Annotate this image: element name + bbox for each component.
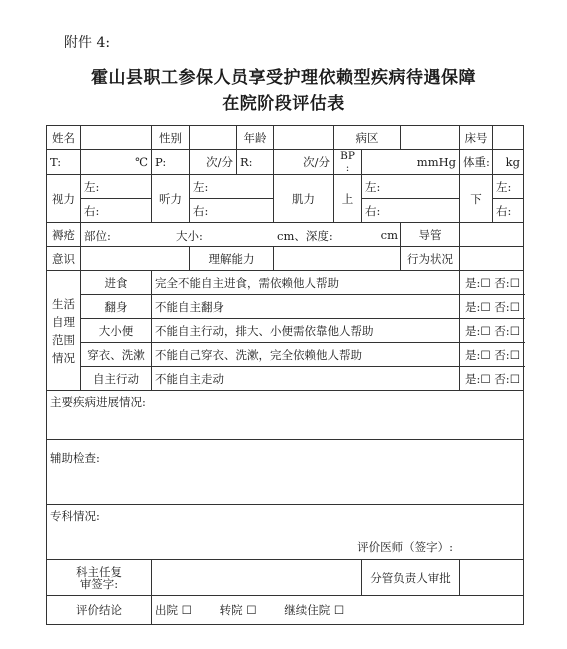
- yes-checkbox[interactable]: ☐: [480, 347, 491, 362]
- pulse-label: P:: [152, 150, 190, 175]
- understanding-label: 理解能力: [190, 247, 274, 271]
- adl-row-2: [47, 295, 524, 319]
- behavior-label: 行为状况: [401, 247, 460, 271]
- bed-field[interactable]: [493, 126, 524, 150]
- specialty-field[interactable]: [47, 505, 524, 560]
- adl-yes-no[interactable]: 是:☐ 否:☐: [460, 343, 524, 367]
- weight-field[interactable]: kg: [493, 150, 524, 175]
- specialty-row: [47, 505, 524, 560]
- bed-label: 床号: [460, 126, 493, 150]
- site-label: 部位:: [84, 229, 111, 243]
- age-label: 年龄: [237, 126, 274, 150]
- conclusion-options: [152, 596, 524, 625]
- age-field[interactable]: [274, 126, 334, 150]
- depth-label: cm、深度:: [277, 229, 333, 243]
- pressure-sore-label: 褥疮: [47, 223, 81, 247]
- hearing-left-field[interactable]: 左:: [190, 175, 274, 199]
- respiration-label: R:: [237, 150, 274, 175]
- size-label: 大小:: [176, 229, 203, 243]
- disease-progress-row: [47, 391, 524, 440]
- adl-item-name: 自主行动: [81, 367, 152, 391]
- no-checkbox[interactable]: ☐: [509, 323, 520, 338]
- adl-item-name: 穿衣、洗漱: [81, 343, 152, 367]
- understanding-field[interactable]: [274, 247, 401, 271]
- director-signature-field[interactable]: [152, 560, 362, 596]
- muscle-strength-label: 肌力: [274, 175, 334, 223]
- leader-approval-label: 分管负责人审批: [362, 560, 460, 596]
- hearing-right-field[interactable]: 右:: [190, 199, 274, 223]
- gender-field[interactable]: [190, 126, 237, 150]
- gender-label: 性别: [152, 126, 190, 150]
- adl-item-desc: 不能自主走动: [152, 367, 460, 391]
- auxiliary-exam-field[interactable]: 辅助检查:: [47, 440, 524, 505]
- blood-pressure-label: BP :: [334, 150, 362, 175]
- hearing-label: 听力: [152, 175, 190, 223]
- no-checkbox[interactable]: ☐: [509, 347, 520, 362]
- vitals-row: [47, 150, 524, 175]
- director-review-label: 科主任复 审签字:: [47, 560, 152, 596]
- temperature-field[interactable]: ℃: [81, 150, 152, 175]
- upper-limb-label: 上: [334, 175, 362, 223]
- yes-checkbox[interactable]: ☐: [480, 299, 491, 314]
- weight-label: 体重:: [460, 150, 493, 175]
- pressure-sore-row: [47, 223, 524, 247]
- respiration-field[interactable]: 次/分: [274, 150, 334, 175]
- adl-yes-no[interactable]: 是:☐ 否:☐: [460, 319, 524, 343]
- lower-left-field[interactable]: 左:: [493, 175, 524, 199]
- form-subtitle: 在院阶段评估表: [222, 94, 345, 114]
- catheter-label: 导管: [401, 223, 460, 247]
- conclusion-label: 评价结论: [47, 596, 152, 625]
- pressure-sore-field[interactable]: [81, 223, 401, 247]
- vision-label: 视力: [47, 175, 81, 223]
- senses-row-left: [47, 175, 524, 199]
- adl-row-5: [47, 367, 524, 391]
- ward-field[interactable]: [401, 126, 460, 150]
- no-checkbox[interactable]: ☐: [509, 371, 520, 386]
- consciousness-label: 意识: [47, 247, 81, 271]
- option-discharge[interactable]: 出院 ☐: [155, 603, 192, 617]
- no-checkbox[interactable]: ☐: [509, 275, 520, 290]
- name-field[interactable]: [81, 126, 152, 150]
- adl-yes-no[interactable]: 是:☐ 否:☐: [460, 271, 524, 295]
- name-label: 姓名: [47, 126, 81, 150]
- evaluator-signature-label: 评价医师（签字）:: [357, 540, 453, 554]
- specialty-label: 专科情况:: [50, 509, 100, 523]
- yes-checkbox[interactable]: ☐: [480, 371, 491, 386]
- ward-label: 病区: [334, 126, 401, 150]
- adl-row-3: [47, 319, 524, 343]
- adl-item-name: 翻身: [81, 295, 152, 319]
- attachment-label: 附件 4:: [64, 35, 111, 51]
- consciousness-row: [47, 247, 524, 271]
- disease-progress-field[interactable]: 主要疾病进展情况:: [47, 391, 524, 440]
- adl-row-1: [47, 271, 524, 295]
- no-checkbox[interactable]: ☐: [509, 299, 520, 314]
- auxiliary-exam-row: [47, 440, 524, 505]
- adl-item-name: 进食: [81, 271, 152, 295]
- adl-item-name: 大小便: [81, 319, 152, 343]
- upper-right-field[interactable]: 右:: [362, 199, 460, 223]
- lower-right-field[interactable]: 右:: [493, 199, 524, 223]
- adl-item-desc: 不能自主行动，排大、小便需依靠他人帮助: [152, 319, 460, 343]
- adl-yes-no[interactable]: 是:☐ 否:☐: [460, 295, 524, 319]
- upper-left-field[interactable]: 左:: [362, 175, 460, 199]
- adl-label: 生活 自理 范围 情况: [47, 271, 81, 391]
- temperature-label: T:: [47, 150, 81, 175]
- adl-yes-no[interactable]: 是:☐ 否:☐: [460, 367, 524, 391]
- basic-info-row: [47, 126, 524, 150]
- catheter-field[interactable]: [460, 223, 524, 247]
- yes-checkbox[interactable]: ☐: [480, 323, 491, 338]
- vision-right-field[interactable]: 右:: [81, 199, 152, 223]
- blood-pressure-field[interactable]: mmHg: [362, 150, 460, 175]
- option-transfer[interactable]: 转院 ☐: [219, 603, 257, 617]
- lower-limb-label: 下: [460, 175, 493, 223]
- option-continue-stay[interactable]: 继续住院 ☐: [284, 603, 345, 617]
- adl-item-desc: 不能自主翻身: [152, 295, 460, 319]
- adl-row-4: [47, 343, 524, 367]
- form-title: 霍山县职工参保人员享受护理依赖型疾病待遇保障: [91, 68, 476, 88]
- yes-checkbox[interactable]: ☐: [480, 275, 491, 290]
- pulse-field[interactable]: 次/分: [190, 150, 237, 175]
- conclusion-row: [47, 596, 524, 625]
- signature-row: [47, 560, 524, 596]
- behavior-field[interactable]: [460, 247, 524, 271]
- consciousness-field[interactable]: [81, 247, 190, 271]
- assessment-form-table: [46, 125, 524, 625]
- adl-item-desc: 不能自己穿衣、洗漱，完全依赖他人帮助: [152, 343, 460, 367]
- vision-left-field[interactable]: 左:: [81, 175, 152, 199]
- cm-unit: cm: [380, 228, 398, 242]
- adl-item-desc: 完全不能自主进食，需依赖他人帮助: [152, 271, 460, 295]
- leader-approval-field[interactable]: [460, 560, 524, 596]
